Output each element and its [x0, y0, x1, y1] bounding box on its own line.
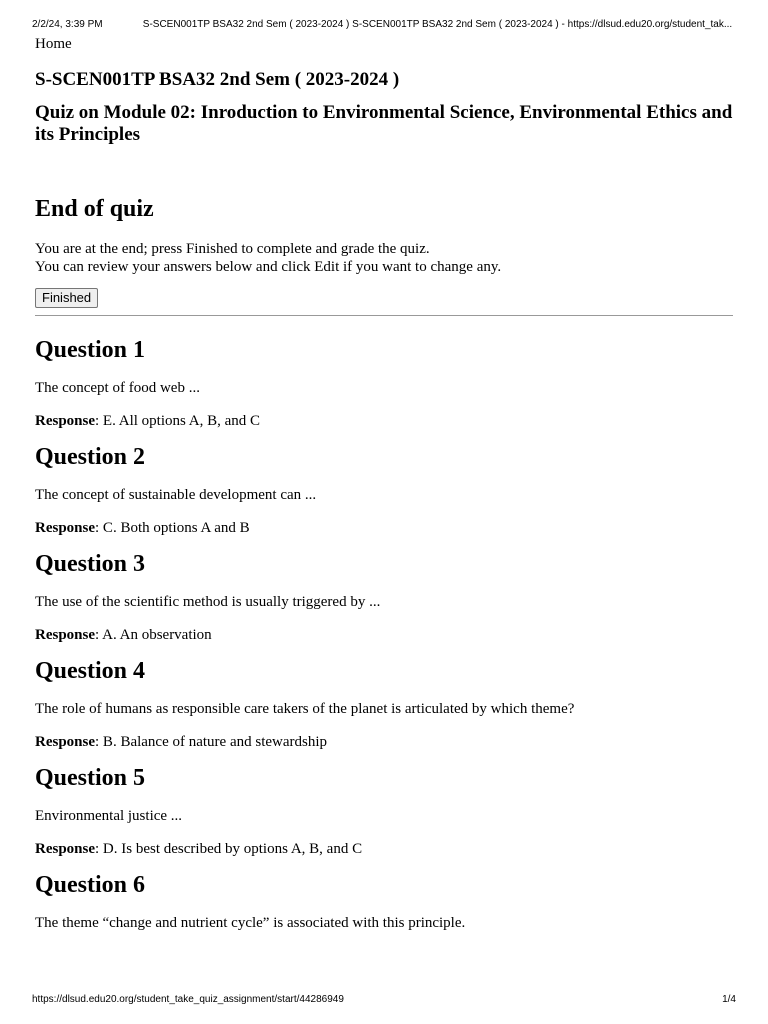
quiz-page — [35, 34, 733, 932]
response-label: Response — [35, 734, 96, 750]
print-footer — [32, 993, 736, 1006]
question-2 — [35, 442, 733, 537]
question-5 — [35, 763, 733, 858]
response-label: Response — [35, 841, 96, 857]
response-value: : D. Is best described by options A, B, and C — [95, 841, 363, 857]
question-title: Question 6 — [35, 872, 146, 898]
response-value: : B. Balance of nature and stewardship — [95, 734, 328, 750]
question-text: Environmental justice ... — [35, 808, 183, 824]
question-text: The use of the scientific method is usually triggered by ... — [35, 594, 381, 610]
question-response — [35, 840, 733, 858]
question-title: Question 2 — [35, 444, 146, 470]
question-title: Question 1 — [35, 337, 146, 363]
response-label: Response — [35, 413, 96, 429]
quiz-title: Quiz on Module 02: Inroduction to Environmental Science, Environmental Ethics and its Principles — [35, 102, 733, 145]
question-1 — [35, 335, 733, 430]
response-value: : A. An observation — [95, 627, 212, 643]
response-label: Response — [35, 520, 96, 536]
question-title: Question 3 — [35, 551, 146, 577]
finished-button[interactable]: Finished — [35, 288, 98, 308]
instructions-line-2: You can review your answers below and click Edit if you want to change any. — [35, 259, 502, 275]
print-header-title: S-SCEN001TP BSA32 2nd Sem ( 2023-2024 ) S-SCEN001TP BSA32 2nd Sem ( 2023-2024 ) - https://dlsud.edu20.org/student_tak... — [142, 19, 733, 30]
instructions-line-1: You are at the end; press Finished to complete and grade the quiz. — [35, 241, 430, 257]
question-response — [35, 626, 733, 644]
end-of-quiz-heading: End of quiz — [35, 196, 154, 222]
question-text: The role of humans as responsible care takers of the planet is articulated by which theme? — [35, 701, 575, 717]
response-value: : C. Both options A and B — [95, 520, 250, 536]
question-text: The concept of sustainable development can ... — [35, 487, 317, 503]
home-link[interactable]: Home — [35, 36, 72, 52]
print-header — [32, 18, 736, 31]
question-4 — [35, 656, 733, 751]
question-response — [35, 733, 733, 751]
question-6 — [35, 870, 733, 932]
print-footer-url: https://dlsud.edu20.org/student_take_quiz_assignment/start/44286949 — [32, 994, 344, 1005]
question-3 — [35, 549, 733, 644]
course-title: S-SCEN001TP BSA32 2nd Sem ( 2023-2024 ) — [35, 69, 400, 90]
end-of-quiz-instructions — [35, 240, 733, 276]
response-value: : E. All options A, B, and C — [95, 413, 261, 429]
question-title: Question 5 — [35, 765, 146, 791]
question-text: The concept of food web ... — [35, 380, 200, 396]
question-text: The theme “change and nutrient cycle” is associated with this principle. — [35, 915, 466, 931]
question-response — [35, 519, 733, 537]
question-title: Question 4 — [35, 658, 146, 684]
print-header-datetime: 2/2/24, 3:39 PM — [32, 19, 103, 30]
response-label: Response — [35, 627, 96, 643]
print-footer-page-number: 1/4 — [722, 994, 736, 1005]
question-response — [35, 412, 733, 430]
question-list — [35, 335, 733, 932]
section-divider — [35, 315, 733, 316]
